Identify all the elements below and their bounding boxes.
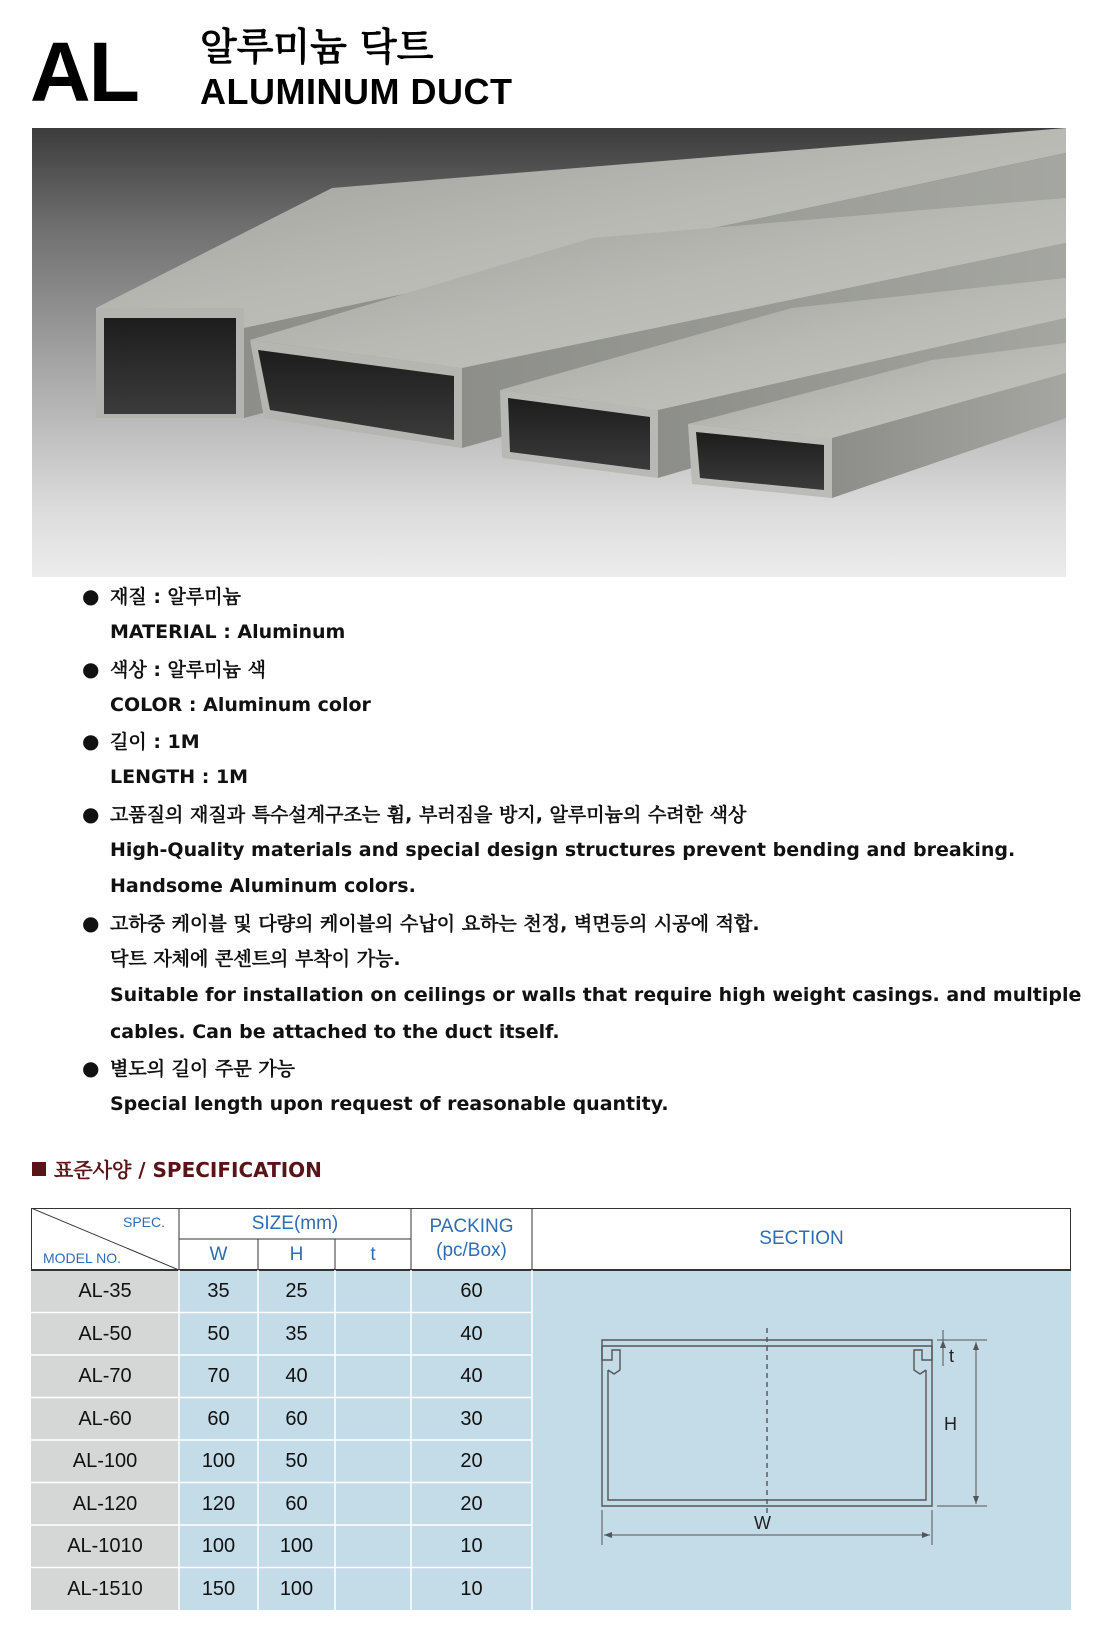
feature-text: LENGTH : 1M bbox=[110, 766, 249, 789]
packing-header bbox=[411, 1208, 532, 1270]
w-cell: 100 bbox=[179, 1440, 258, 1483]
w-cell: 60 bbox=[179, 1398, 258, 1441]
feature-line bbox=[82, 905, 1042, 941]
spec-heading-sep: / bbox=[131, 1158, 153, 1182]
h-cell: 40 bbox=[258, 1355, 335, 1398]
section-diagram bbox=[532, 1270, 1071, 1610]
w-cell: 120 bbox=[179, 1483, 258, 1526]
t-cell bbox=[335, 1440, 411, 1483]
model-cell: AL-100 bbox=[31, 1440, 179, 1483]
feature-text: 고품질의 재질과 특수설계구조는 휨, 부러짐을 방지, 알루미늄의 수려한 색상 bbox=[110, 803, 747, 826]
product-code: AL bbox=[30, 25, 138, 119]
arrow-h-top bbox=[973, 1342, 979, 1350]
title-korean: 알루미늄 닥트 bbox=[200, 25, 434, 69]
arrow-w-left bbox=[604, 1532, 612, 1538]
arrow-w-right bbox=[922, 1532, 930, 1538]
w-cell: 150 bbox=[179, 1568, 258, 1611]
size-header: SIZE(mm) bbox=[179, 1208, 411, 1239]
packing-label: PACKING bbox=[429, 1216, 514, 1237]
packing-unit: (pc/Box) bbox=[436, 1240, 507, 1261]
model-cell: AL-1510 bbox=[31, 1568, 179, 1611]
w-header: W bbox=[179, 1239, 258, 1270]
feature-text: cables. Can be attached to the duct itself. bbox=[110, 1020, 560, 1043]
t-dimension-label: t bbox=[949, 1346, 955, 1366]
packing-cell: 40 bbox=[411, 1313, 532, 1356]
arrow-t bbox=[940, 1340, 946, 1348]
w-cell: 70 bbox=[179, 1355, 258, 1398]
bullet-icon: ● bbox=[82, 729, 100, 754]
aluminum-duct-illustration bbox=[32, 128, 1066, 577]
left-hook bbox=[602, 1346, 620, 1374]
feature-line bbox=[82, 796, 1042, 832]
w-cell: 35 bbox=[179, 1270, 258, 1313]
profile-inner bbox=[608, 1370, 926, 1500]
title-english: ALUMINUM DUCT bbox=[200, 71, 513, 112]
feature-line bbox=[82, 1050, 1042, 1086]
duct-cross-section bbox=[532, 1270, 1071, 1610]
feature-text: COLOR : Aluminum color bbox=[110, 693, 371, 716]
model-cell: AL-35 bbox=[31, 1270, 179, 1313]
feature-text: 별도의 길이 주문 가능 bbox=[110, 1057, 296, 1080]
feature-line bbox=[82, 1014, 1042, 1050]
feature-text: High-Quality materials and special design structures prevent bending and breaking. bbox=[110, 839, 1016, 862]
h-cell: 100 bbox=[258, 1525, 335, 1568]
model-cell: AL-50 bbox=[31, 1313, 179, 1356]
feature-line bbox=[82, 723, 1042, 759]
spec-table bbox=[31, 1208, 1071, 1612]
feature-text: 재질 : 알루미늄 bbox=[110, 586, 241, 608]
feature-text: Suitable for installation on ceilings or walls that require high weight casings. and multiple bbox=[110, 984, 1082, 1007]
h-cell: 35 bbox=[258, 1313, 335, 1356]
spec-model-header bbox=[31, 1208, 179, 1270]
feature-line bbox=[82, 868, 1042, 904]
model-cell: AL-60 bbox=[31, 1398, 179, 1441]
feature-line bbox=[82, 651, 1042, 687]
feature-line bbox=[82, 977, 1082, 1013]
t-cell bbox=[335, 1525, 411, 1568]
feature-text: 길이 : 1M bbox=[110, 731, 200, 754]
model-no-label: MODEL NO. bbox=[43, 1250, 122, 1266]
feature-line bbox=[82, 759, 1042, 795]
square-bullet-icon bbox=[32, 1162, 46, 1176]
h-dimension-label: H bbox=[944, 1414, 957, 1434]
feature-text: 고하중 케이블 및 다량의 케이블의 수납이 요하는 천정, 벽면등의 시공에 적합. bbox=[110, 912, 760, 935]
model-cell: AL-70 bbox=[31, 1355, 179, 1398]
bullet-icon: ● bbox=[82, 584, 100, 608]
h-cell: 60 bbox=[258, 1483, 335, 1526]
packing-cell: 60 bbox=[411, 1270, 532, 1313]
t-cell bbox=[335, 1568, 411, 1611]
spec-heading bbox=[32, 1156, 322, 1184]
bullet-icon: ● bbox=[82, 801, 100, 826]
feature-line bbox=[82, 614, 1042, 650]
w-dimension-label: W bbox=[754, 1513, 771, 1533]
h-header: H bbox=[258, 1239, 335, 1270]
t-cell bbox=[335, 1270, 411, 1313]
spec-label: SPEC. bbox=[122, 1214, 165, 1230]
duct-1-opening bbox=[104, 318, 236, 414]
feature-text: Special length upon request of reasonable quantity. bbox=[110, 1093, 669, 1116]
section-header: SECTION bbox=[532, 1208, 1071, 1270]
t-cell bbox=[335, 1355, 411, 1398]
packing-cell: 20 bbox=[411, 1483, 532, 1526]
h-cell: 25 bbox=[258, 1270, 335, 1313]
bullet-icon: ● bbox=[82, 910, 100, 935]
packing-cell: 30 bbox=[411, 1398, 532, 1441]
feature-line bbox=[82, 687, 1042, 723]
h-cell: 60 bbox=[258, 1398, 335, 1441]
packing-cell: 20 bbox=[411, 1440, 532, 1483]
packing-cell: 10 bbox=[411, 1568, 532, 1611]
t-cell bbox=[335, 1483, 411, 1526]
model-cell: AL-120 bbox=[31, 1483, 179, 1526]
feature-text: 색상 : 알루미늄 색 bbox=[110, 658, 266, 681]
h-cell: 50 bbox=[258, 1440, 335, 1483]
t-header: t bbox=[335, 1239, 411, 1270]
feature-line bbox=[82, 832, 1042, 868]
bullet-icon: ● bbox=[82, 1055, 100, 1080]
t-cell bbox=[335, 1398, 411, 1441]
feature-text: 닥트 자체에 콘센트의 부착이 가능. bbox=[110, 947, 401, 970]
feature-line bbox=[82, 1086, 1042, 1122]
feature-text: Handsome Aluminum colors. bbox=[110, 875, 416, 898]
feature-line bbox=[82, 941, 1042, 977]
bullet-icon: ● bbox=[82, 656, 100, 681]
right-hook bbox=[914, 1346, 932, 1374]
packing-cell: 10 bbox=[411, 1525, 532, 1568]
t-cell bbox=[335, 1313, 411, 1356]
w-cell: 100 bbox=[179, 1525, 258, 1568]
h-cell: 100 bbox=[258, 1568, 335, 1611]
product-photo bbox=[32, 128, 1066, 577]
feature-list bbox=[82, 578, 1082, 1122]
arrow-h-bottom bbox=[973, 1496, 979, 1504]
w-cell: 50 bbox=[179, 1313, 258, 1356]
feature-line bbox=[82, 578, 1042, 614]
packing-cell: 40 bbox=[411, 1355, 532, 1398]
feature-text: MATERIAL : Aluminum bbox=[110, 621, 346, 644]
model-cell: AL-1010 bbox=[31, 1525, 179, 1568]
spec-heading-ko: 표준사양 bbox=[54, 1158, 132, 1182]
spec-heading-en: SPECIFICATION bbox=[152, 1158, 322, 1182]
